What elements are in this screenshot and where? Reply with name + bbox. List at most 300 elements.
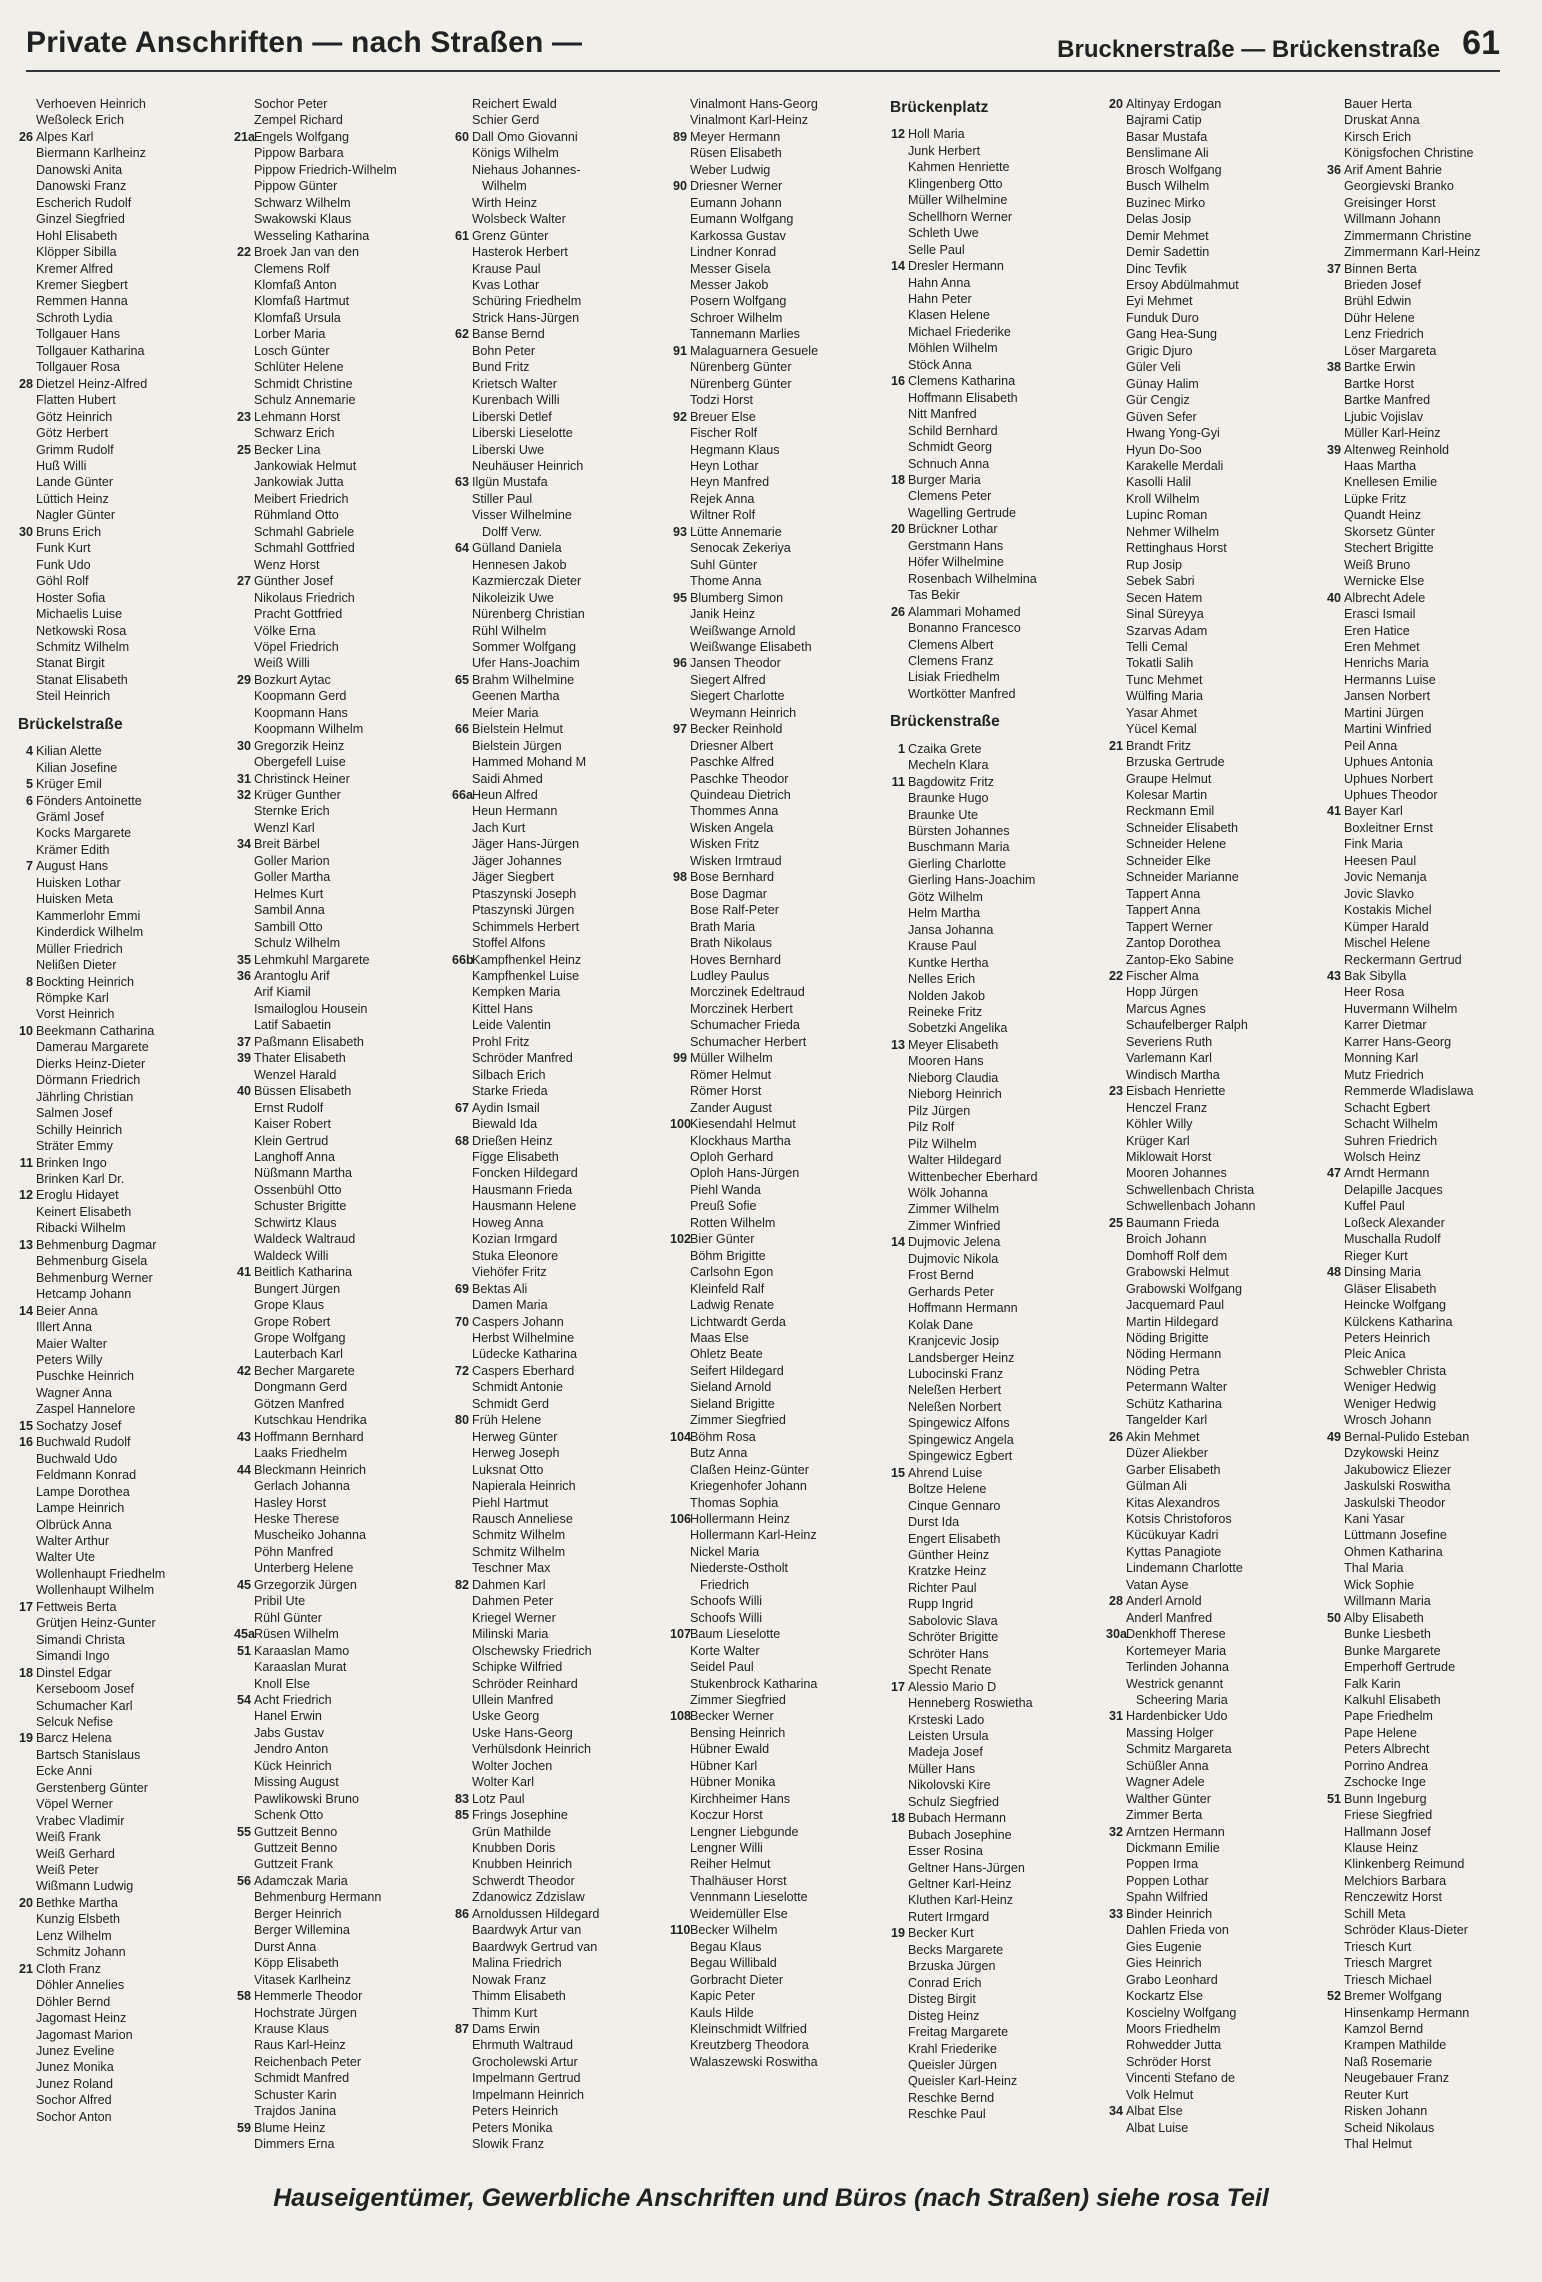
resident-name: Tollgauer Katharina xyxy=(36,343,145,358)
house-number xyxy=(16,1747,36,1763)
house-number: 34 xyxy=(1108,2104,1123,2119)
house-number: 22 xyxy=(1108,969,1123,984)
house-number xyxy=(452,1741,472,1757)
house-number xyxy=(1324,1001,1344,1017)
directory-column xyxy=(888,96,1102,2136)
resident-name: Dahlen Frieda von xyxy=(1126,1923,1229,1938)
list-item xyxy=(16,524,230,540)
list-item xyxy=(16,590,230,606)
house-number xyxy=(670,1478,690,1494)
list-item xyxy=(888,324,1102,340)
resident-name: Becher Margarete xyxy=(254,1363,355,1378)
resident-name: Hahn Peter xyxy=(908,291,972,306)
house-number xyxy=(1106,754,1126,770)
list-item xyxy=(888,1794,1102,1810)
house-number xyxy=(234,1741,254,1757)
list-item xyxy=(1324,507,1538,523)
resident-name: Peters Monika xyxy=(472,2120,553,2135)
resident-name: Nagler Günter xyxy=(36,508,116,523)
house-number xyxy=(452,112,472,128)
list-item xyxy=(1106,1429,1320,1445)
house-number xyxy=(888,653,908,669)
list-item xyxy=(1106,688,1320,704)
list-item xyxy=(888,1284,1102,1300)
list-item xyxy=(1324,261,1538,277)
list-item xyxy=(888,905,1102,921)
house-number xyxy=(452,1856,472,1872)
resident-name: Ladwig Renate xyxy=(690,1298,775,1313)
list-item xyxy=(1106,1955,1320,1971)
house-number xyxy=(1106,540,1126,556)
list-item xyxy=(1324,1429,1538,1445)
resident-name: Dierks Heinz-Dieter xyxy=(36,1056,146,1071)
resident-name: Schüring Friedhelm xyxy=(472,294,582,309)
house-number: 45a xyxy=(234,1627,256,1642)
list-item xyxy=(1106,771,1320,787)
list-item xyxy=(1324,1050,1538,1066)
house-number xyxy=(452,293,472,309)
house-number xyxy=(1106,1873,1126,1889)
resident-name: Liberski Uwe xyxy=(472,442,545,457)
list-item xyxy=(452,836,666,852)
resident-name: Albrecht Adele xyxy=(1344,590,1426,605)
list-item xyxy=(452,1297,666,1313)
list-item xyxy=(1106,1610,1320,1626)
house-number xyxy=(670,1856,690,1872)
house-number xyxy=(1106,1330,1126,1346)
house-number xyxy=(234,705,254,721)
list-item xyxy=(452,1396,666,1412)
list-item xyxy=(1106,705,1320,721)
list-item xyxy=(1106,1873,1320,1889)
list-item xyxy=(1324,491,1538,507)
house-number xyxy=(234,820,254,836)
list-item xyxy=(670,1100,884,1116)
resident-name: Rüsen Wilhelm xyxy=(254,1627,339,1642)
list-item xyxy=(452,392,666,408)
list-item xyxy=(1324,1001,1538,1017)
resident-name: Danowski Anita xyxy=(36,162,123,177)
list-item xyxy=(1106,1478,1320,1494)
resident-name: Tunc Mehmet xyxy=(1126,672,1203,687)
list-item xyxy=(16,343,230,359)
list-item xyxy=(888,1366,1102,1382)
list-item xyxy=(1106,738,1320,754)
list-item xyxy=(234,1363,448,1379)
house-number: 107 xyxy=(670,1627,692,1642)
house-number xyxy=(234,721,254,737)
list-item xyxy=(234,2136,448,2152)
list-item xyxy=(1324,1198,1538,1214)
house-number xyxy=(234,145,254,161)
house-number xyxy=(1106,2037,1126,2053)
resident-name: Bier Günter xyxy=(690,1232,755,1247)
list-item xyxy=(1106,2005,1320,2021)
resident-name: Albat Luise xyxy=(1126,2120,1189,2135)
resident-name: Baardwyk Gertrud van xyxy=(472,1939,598,1954)
list-item xyxy=(888,1350,1102,1366)
resident-name: Behmenburg Hermann xyxy=(254,1890,382,1905)
house-number xyxy=(670,2005,690,2021)
house-number xyxy=(234,1248,254,1264)
list-item xyxy=(1324,96,1538,112)
resident-name: Monning Karl xyxy=(1344,1051,1419,1066)
house-number xyxy=(670,1248,690,1264)
list-item xyxy=(16,359,230,375)
resident-name: Scheering Maria xyxy=(1136,1692,1228,1707)
resident-name: Ginzel Siegfried xyxy=(36,212,125,227)
house-number xyxy=(16,1517,36,1533)
list-item xyxy=(670,1412,884,1428)
house-number: 15 xyxy=(18,1418,33,1433)
house-number xyxy=(670,1840,690,1856)
resident-name: Haas Martha xyxy=(1344,458,1417,473)
list-item xyxy=(452,1412,666,1428)
list-item xyxy=(1324,952,1538,968)
resident-name: Sebek Sabri xyxy=(1126,574,1195,589)
resident-name: Renczewitz Horst xyxy=(1344,1890,1442,1905)
resident-name: Hausmann Helene xyxy=(472,1199,577,1214)
resident-name: Ossenbühl Otto xyxy=(254,1182,342,1197)
list-item xyxy=(1324,573,1538,589)
list-item xyxy=(1324,2021,1538,2037)
house-number xyxy=(1106,1248,1126,1264)
list-item xyxy=(888,390,1102,406)
list-item xyxy=(452,1511,666,1527)
house-number xyxy=(1324,1807,1344,1823)
house-number xyxy=(888,905,908,921)
list-item xyxy=(452,1626,666,1642)
list-item xyxy=(670,1314,884,1330)
house-number xyxy=(670,688,690,704)
house-number xyxy=(452,803,472,819)
house-number xyxy=(452,1231,472,1247)
house-number xyxy=(1324,425,1344,441)
list-item xyxy=(888,620,1102,636)
list-item xyxy=(16,145,230,161)
resident-name: Martini Winfried xyxy=(1344,722,1432,737)
list-item xyxy=(234,442,448,458)
house-number: 6 xyxy=(25,793,33,808)
house-number xyxy=(670,623,690,639)
list-item xyxy=(888,922,1102,938)
list-item xyxy=(234,557,448,573)
resident-name: Verhoeven Heinrich xyxy=(36,97,146,111)
house-number xyxy=(16,1072,36,1088)
resident-name: Scheid Nikolaus xyxy=(1344,2120,1435,2135)
list-item xyxy=(234,2021,448,2037)
resident-name: Beier Anna xyxy=(36,1303,98,1318)
list-item xyxy=(16,1961,230,1977)
resident-name: Kvas Lothar xyxy=(472,277,540,292)
resident-name: Hanel Erwin xyxy=(254,1709,322,1724)
list-item xyxy=(670,1116,884,1132)
list-item xyxy=(234,2070,448,2086)
resident-name: Malaguarnera Gesuele xyxy=(690,343,819,358)
house-number xyxy=(234,1922,254,1938)
house-number xyxy=(452,754,472,770)
resident-name: Vennmann Lieselotte xyxy=(690,1890,808,1905)
resident-name: Petermann Walter xyxy=(1126,1380,1228,1395)
list-item xyxy=(234,573,448,589)
house-number xyxy=(234,688,254,704)
house-number xyxy=(888,423,908,439)
list-item xyxy=(1324,1577,1538,1593)
house-number xyxy=(1106,655,1126,671)
list-item xyxy=(1106,1692,1320,1708)
list-item xyxy=(1106,1511,1320,1527)
resident-name: Blume Heinz xyxy=(254,2120,326,2135)
house-number xyxy=(1106,507,1126,523)
list-item xyxy=(670,96,884,112)
resident-name: Danowski Franz xyxy=(36,179,127,194)
house-number: 29 xyxy=(236,672,251,687)
house-number xyxy=(1324,2005,1344,2021)
resident-name: Fink Maria xyxy=(1344,837,1403,852)
list-item xyxy=(670,228,884,244)
house-number xyxy=(452,771,472,787)
house-number: 104 xyxy=(670,1429,692,1444)
list-item xyxy=(670,293,884,309)
list-item xyxy=(888,1103,1102,1119)
list-item xyxy=(670,310,884,326)
house-number xyxy=(452,1215,472,1231)
house-number xyxy=(16,1451,36,1467)
list-item xyxy=(16,1928,230,1944)
resident-name: Knoll Else xyxy=(254,1676,311,1691)
house-number: 102 xyxy=(670,1232,692,1247)
house-number xyxy=(234,2087,254,2103)
house-number xyxy=(670,2021,690,2037)
list-item xyxy=(16,1615,230,1631)
house-number xyxy=(234,1281,254,1297)
house-number xyxy=(888,938,908,954)
house-number xyxy=(234,853,254,869)
house-number xyxy=(1106,162,1126,178)
resident-name: Brath Maria xyxy=(690,919,756,934)
resident-name: Bunn Ingeburg xyxy=(1344,1791,1427,1806)
house-number xyxy=(1324,244,1344,260)
street-heading: Brückenstraße xyxy=(890,713,1000,731)
house-number xyxy=(16,924,36,940)
list-item xyxy=(16,425,230,441)
resident-name: Mischel Helene xyxy=(1344,936,1431,951)
house-number: 14 xyxy=(18,1303,33,1318)
resident-name: Lüttmann Josefine xyxy=(1344,1528,1447,1543)
list-item xyxy=(452,1017,666,1033)
resident-name: Stoffel Alfons xyxy=(472,936,546,951)
list-item xyxy=(16,842,230,858)
house-number xyxy=(234,540,254,556)
house-number xyxy=(888,889,908,905)
list-item xyxy=(888,1004,1102,1020)
house-number xyxy=(1324,1396,1344,1412)
list-item xyxy=(670,1758,884,1774)
list-item xyxy=(670,1988,884,2004)
resident-name: Reuter Kurt xyxy=(1344,2087,1409,2102)
house-number: 86 xyxy=(454,1906,469,1921)
list-item xyxy=(1324,376,1538,392)
list-item xyxy=(234,326,448,342)
resident-name: Ahrend Luise xyxy=(908,1465,983,1480)
list-item xyxy=(1324,705,1538,721)
resident-name: Swakowski Klaus xyxy=(254,212,352,227)
house-number xyxy=(1106,1182,1126,1198)
house-number xyxy=(16,1829,36,1845)
resident-name: Wrosch Johann xyxy=(1344,1413,1432,1428)
resident-name: Loßeck Alexander xyxy=(1344,1215,1445,1230)
house-number xyxy=(234,1445,254,1461)
list-item xyxy=(452,228,666,244)
list-item xyxy=(1324,359,1538,375)
resident-name: Heyn Lothar xyxy=(690,458,759,473)
list-item xyxy=(888,505,1102,521)
house-number xyxy=(234,96,254,112)
resident-name: Jovic Slavko xyxy=(1344,886,1414,901)
list-item xyxy=(1324,1774,1538,1790)
resident-name: Krietsch Walter xyxy=(472,376,557,391)
list-item xyxy=(234,803,448,819)
resident-name: Wagner Anna xyxy=(36,1385,112,1400)
resident-name: Waldeck Willi xyxy=(254,1248,329,1263)
list-item xyxy=(16,1072,230,1088)
list-item xyxy=(670,1248,884,1264)
list-item xyxy=(234,1889,448,1905)
house-number xyxy=(888,1761,908,1777)
list-item xyxy=(1324,639,1538,655)
house-number: 18 xyxy=(890,472,905,487)
list-item xyxy=(452,787,666,803)
resident-name: Ecke Anni xyxy=(36,1764,93,1779)
list-item xyxy=(1324,293,1538,309)
house-number xyxy=(16,261,36,277)
house-number xyxy=(16,507,36,523)
resident-name: Brühl Edwin xyxy=(1344,294,1412,309)
resident-name: Siegert Charlotte xyxy=(690,689,785,704)
house-number xyxy=(1324,1231,1344,1247)
house-number: 20 xyxy=(18,1895,33,1910)
list-item xyxy=(234,1050,448,1066)
list-item xyxy=(670,836,884,852)
resident-name: Koopmann Gerd xyxy=(254,689,347,704)
resident-name: Martini Jürgen xyxy=(1344,705,1424,720)
resident-name: Gülman Ali xyxy=(1126,1479,1187,1494)
list-item xyxy=(1106,1379,1320,1395)
list-item xyxy=(1324,1281,1538,1297)
house-number xyxy=(16,1846,36,1862)
resident-name: Waldeck Waltraud xyxy=(254,1232,356,1247)
list-item xyxy=(670,1297,884,1313)
list-item xyxy=(234,524,448,540)
resident-name: Weber Ludwig xyxy=(690,162,771,177)
list-item xyxy=(234,1544,448,1560)
resident-name: Georgievski Branko xyxy=(1344,179,1454,194)
house-number xyxy=(888,2090,908,2106)
house-number xyxy=(888,2008,908,2024)
list-item xyxy=(16,1796,230,1812)
list-item xyxy=(670,1445,884,1461)
list-item xyxy=(234,1955,448,1971)
house-number xyxy=(452,738,472,754)
list-item xyxy=(452,1676,666,1692)
list-item xyxy=(670,886,884,902)
list-item xyxy=(16,1665,230,1681)
list-item xyxy=(452,886,666,902)
list-item xyxy=(1106,1856,1320,1872)
resident-name: Stiller Paul xyxy=(472,491,533,506)
list-item xyxy=(16,326,230,342)
house-number xyxy=(888,1399,908,1415)
resident-name: Wisken Fritz xyxy=(690,837,760,852)
resident-name: Henczel Franz xyxy=(1126,1100,1208,1115)
house-number xyxy=(16,392,36,408)
resident-name: Köpp Elisabeth xyxy=(254,1956,339,1971)
list-item xyxy=(16,1385,230,1401)
house-number xyxy=(1106,803,1126,819)
house-number xyxy=(452,1165,472,1181)
resident-name: Schellhorn Werner xyxy=(908,209,1013,224)
list-item xyxy=(1324,1478,1538,1494)
list-item xyxy=(1106,1807,1320,1823)
resident-name: Bose Bernhard xyxy=(690,870,775,885)
house-number xyxy=(16,326,36,342)
house-number xyxy=(1106,1001,1126,1017)
house-number xyxy=(234,1560,254,1576)
house-number xyxy=(888,357,908,373)
resident-name: Clemens Peter xyxy=(908,489,992,504)
list-item xyxy=(16,776,230,792)
directory-column xyxy=(1106,96,1320,2136)
resident-name: Kerseboom Josef xyxy=(36,1682,135,1697)
resident-name: Zaspel Hannelore xyxy=(36,1402,136,1417)
resident-name: Garber Elisabeth xyxy=(1126,1462,1221,1477)
list-item xyxy=(16,1681,230,1697)
list-item xyxy=(452,771,666,787)
resident-name: Wenz Horst xyxy=(254,557,320,572)
resident-name: Lupinc Roman xyxy=(1126,508,1208,523)
resident-name: Wesseling Katharina xyxy=(254,228,370,243)
list-item xyxy=(234,1248,448,1264)
house-number xyxy=(1324,1379,1344,1395)
house-number xyxy=(1106,261,1126,277)
house-number xyxy=(888,922,908,938)
house-number xyxy=(670,1774,690,1790)
resident-name: Pracht Gottfried xyxy=(254,607,343,622)
house-number xyxy=(670,277,690,293)
house-number xyxy=(1106,310,1126,326)
resident-name: Müller Wilhelm xyxy=(690,1051,773,1066)
house-number xyxy=(1106,1034,1126,1050)
house-number xyxy=(234,359,254,375)
house-number xyxy=(670,1659,690,1675)
resident-name: Westrick genannt xyxy=(1126,1676,1224,1691)
list-item xyxy=(234,639,448,655)
resident-name: Peters Heinrich xyxy=(472,2104,559,2119)
list-item xyxy=(16,1714,230,1730)
house-number xyxy=(670,853,690,869)
resident-name: Wenzel Harald xyxy=(254,1067,337,1082)
list-item xyxy=(1106,1643,1320,1659)
house-number xyxy=(1106,1725,1126,1741)
house-number xyxy=(16,442,36,458)
house-number xyxy=(234,902,254,918)
house-number xyxy=(888,1547,908,1563)
resident-name: Emperhoff Gertrude xyxy=(1344,1660,1456,1675)
house-number xyxy=(234,1396,254,1412)
resident-name: Schaufelberger Ralph xyxy=(1126,1018,1248,1033)
resident-name: Broich Johann xyxy=(1126,1232,1207,1247)
resident-name: Zimmer Winfried xyxy=(908,1218,1001,1233)
